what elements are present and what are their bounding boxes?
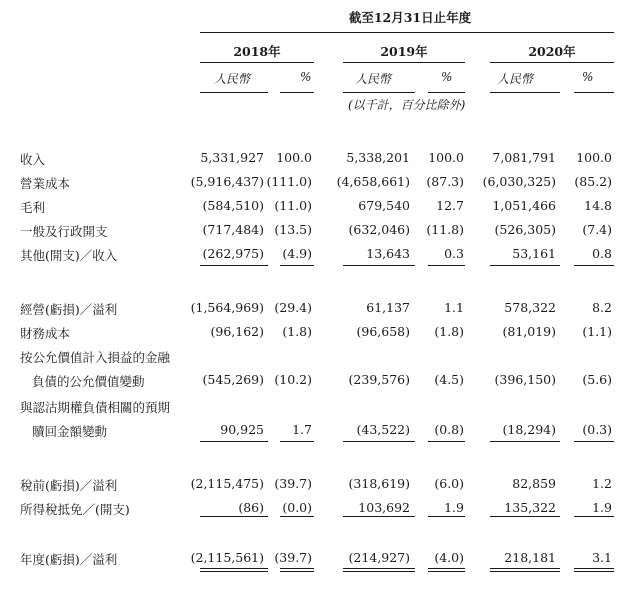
subtotal-rule (280, 265, 314, 266)
percent-cell: 1.7 (292, 422, 312, 437)
percent-cell: 3.1 (592, 550, 612, 565)
amount-cell: (318,619) (348, 476, 410, 491)
amount-cell: 82,859 (512, 476, 556, 491)
percent-cell: (39.7) (274, 476, 312, 491)
col-rule (280, 92, 314, 93)
subtotal-rule (574, 516, 614, 517)
percent-cell: (5.6) (582, 372, 612, 387)
col-pct-2018: % (300, 70, 312, 84)
amount-cell: 53,161 (512, 246, 556, 261)
amount-cell: 61,137 (366, 300, 410, 315)
subtotal-rule (343, 265, 415, 266)
col-rule (200, 92, 268, 93)
total-double-rule (280, 568, 314, 572)
period-title: 截至12月31日止年度 (348, 10, 472, 25)
row-label: 年度(虧損)／溢利 (20, 552, 118, 567)
amount-cell: 679,540 (358, 198, 410, 213)
subtotal-rule (428, 441, 465, 442)
amount-cell: (86) (238, 500, 264, 515)
row-label: 按公允價值計入損益的金融 (20, 350, 171, 365)
amount-cell: (4,658,661) (336, 174, 410, 189)
percent-cell: (4.0) (434, 550, 464, 565)
row-label: 收入 (20, 152, 46, 167)
row-label: 其他(開支)／收入 (20, 248, 118, 263)
amount-cell: 578,322 (504, 300, 556, 315)
amount-cell: 5,338,201 (346, 150, 410, 165)
row-label: 負債的公允價值變動 (32, 374, 145, 389)
amount-cell: 103,692 (358, 500, 410, 515)
subtotal-rule (574, 265, 614, 266)
amount-cell: 135,322 (504, 500, 556, 515)
header-rule (200, 32, 614, 33)
col-rmb-2018: 人民幣 (214, 72, 251, 86)
col-pct-2019: % (441, 70, 453, 84)
subtotal-rule (280, 516, 314, 517)
subtotal-rule (428, 265, 465, 266)
row-label: 與認沽期權負債相關的預期 (20, 400, 171, 415)
amount-cell: (5,916,437) (190, 174, 264, 189)
subtotal-rule (200, 265, 268, 266)
row-label: 所得稅抵免／(開支) (20, 502, 130, 517)
amount-cell: 7,081,791 (492, 150, 556, 165)
row-label: 一般及行政開支 (20, 224, 108, 239)
subtotal-rule (490, 265, 560, 266)
col-rule (428, 92, 465, 93)
amount-cell: 13,643 (366, 246, 410, 261)
percent-cell: (7.4) (582, 222, 612, 237)
percent-cell: 8.2 (592, 300, 612, 315)
amount-cell: (262,975) (202, 246, 264, 261)
percent-cell: 12.7 (436, 198, 464, 213)
amount-cell: (239,576) (348, 372, 410, 387)
percent-cell: (111.0) (266, 174, 312, 189)
subtotal-rule (200, 516, 268, 517)
percent-cell: (87.3) (426, 174, 464, 189)
amount-cell: (526,305) (494, 222, 556, 237)
amount-cell: 90,925 (220, 422, 264, 437)
amount-cell: (584,510) (202, 198, 264, 213)
subtotal-rule (490, 441, 560, 442)
year-rule-2018 (200, 62, 314, 63)
row-label: 財務成本 (20, 326, 71, 341)
year-2019: 2019年 (380, 44, 428, 59)
percent-cell: 0.8 (592, 246, 612, 261)
col-rule (343, 92, 415, 93)
subtotal-rule (574, 441, 614, 442)
percent-cell: (13.5) (274, 222, 312, 237)
col-rmb-2019: 人民幣 (355, 72, 392, 86)
row-label: 毛利 (20, 200, 46, 215)
percent-cell: 1.9 (592, 500, 612, 515)
col-rmb-2020: 人民幣 (497, 72, 534, 86)
amount-cell: (2,115,475) (190, 476, 264, 491)
amount-cell: (43,522) (356, 422, 410, 437)
subtotal-rule (428, 516, 465, 517)
amount-cell: (632,046) (348, 222, 410, 237)
row-label: 經營(虧損)／溢利 (20, 302, 118, 317)
amount-cell: (2,115,561) (190, 550, 264, 565)
total-double-rule (574, 568, 614, 572)
amount-cell: (214,927) (348, 550, 410, 565)
year-2018: 2018年 (233, 44, 281, 59)
percent-cell: (4.9) (282, 246, 312, 261)
amount-cell: 218,181 (504, 550, 556, 565)
subtotal-rule (280, 441, 314, 442)
amount-cell: (1,564,969) (190, 300, 264, 315)
percent-cell: (0.0) (282, 500, 312, 515)
col-pct-2020: % (582, 70, 594, 84)
percent-cell: (4.5) (434, 372, 464, 387)
amount-cell: (545,269) (202, 372, 264, 387)
col-rule (490, 92, 560, 93)
amount-cell: (396,150) (494, 372, 556, 387)
percent-cell: 1.2 (592, 476, 612, 491)
percent-cell: 100.0 (428, 150, 464, 165)
percent-cell: (11.0) (274, 198, 312, 213)
percent-cell: 100.0 (576, 150, 612, 165)
subtotal-rule (490, 516, 560, 517)
total-double-rule (428, 568, 465, 572)
percent-cell: (1.8) (434, 324, 464, 339)
total-double-rule (490, 568, 560, 572)
percent-cell: 1.1 (444, 300, 464, 315)
unit-note: (以千計，百分比除外) (348, 98, 466, 112)
amount-cell: (96,162) (210, 324, 264, 339)
subtotal-rule (343, 441, 415, 442)
percent-cell: (0.8) (434, 422, 464, 437)
subtotal-rule (343, 516, 415, 517)
amount-cell: (96,658) (356, 324, 410, 339)
percent-cell: (11.8) (426, 222, 464, 237)
year-rule-2019 (343, 62, 465, 63)
percent-cell: (0.3) (582, 422, 612, 437)
col-rule (574, 92, 614, 93)
percent-cell: 14.8 (584, 198, 612, 213)
percent-cell: (10.2) (274, 372, 312, 387)
amount-cell: (717,484) (202, 222, 264, 237)
percent-cell: (1.8) (282, 324, 312, 339)
year-2020: 2020年 (528, 44, 576, 59)
amount-cell: (18,294) (502, 422, 556, 437)
total-double-rule (200, 568, 268, 572)
percent-cell: 0.3 (444, 246, 464, 261)
subtotal-rule (200, 441, 268, 442)
percent-cell: (1.1) (582, 324, 612, 339)
amount-cell: (81,019) (502, 324, 556, 339)
percent-cell: (6.0) (434, 476, 464, 491)
percent-cell: (39.7) (274, 550, 312, 565)
amount-cell: 1,051,466 (492, 198, 556, 213)
row-label: 營業成本 (20, 176, 71, 191)
percent-cell: (85.2) (574, 174, 612, 189)
percent-cell: 1.9 (444, 500, 464, 515)
percent-cell: 100.0 (276, 150, 312, 165)
year-rule-2020 (490, 62, 614, 63)
percent-cell: (29.4) (274, 300, 312, 315)
amount-cell: (6,030,325) (482, 174, 556, 189)
amount-cell: 5,331,927 (200, 150, 264, 165)
row-label: 稅前(虧損)／溢利 (20, 478, 118, 493)
total-double-rule (343, 568, 415, 572)
row-label: 贖回金額變動 (32, 424, 108, 439)
